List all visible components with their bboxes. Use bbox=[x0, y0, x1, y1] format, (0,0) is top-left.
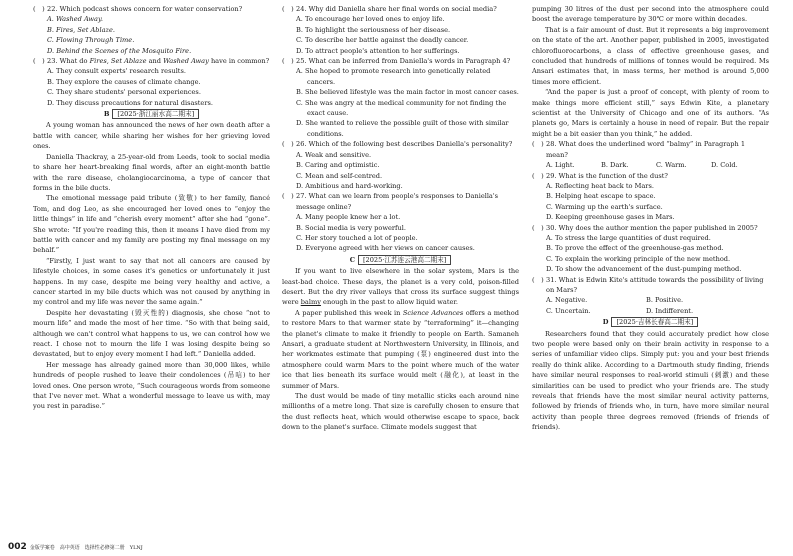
question-28 bbox=[532, 139, 769, 160]
underlined-word: balmy bbox=[300, 298, 321, 307]
section-letter: D bbox=[602, 318, 609, 327]
option-a[interactable]: A. To encourage her loved ones to enjoy life. bbox=[296, 15, 445, 24]
option-b[interactable]: B. Social media is very powerful. bbox=[296, 223, 406, 232]
question-stem: Which podcast shows concern for water conservation? bbox=[59, 5, 243, 13]
option-c[interactable]: C. Flowing Through Time. bbox=[47, 36, 135, 45]
answer-bracket[interactable]: ( ) bbox=[33, 5, 45, 13]
question-stem-part: What do bbox=[59, 57, 90, 66]
column-left bbox=[33, 4, 270, 412]
option-c[interactable]: C. She was angry at the medical community for not finding the exact cause. bbox=[296, 98, 507, 118]
question-number: 27. bbox=[296, 192, 307, 201]
option-row bbox=[532, 160, 769, 170]
passage-paragraph: “And the paper is just a proof of concept, with plenty of room to make things more efficient still,” says Edwin Kite, a planetary scientist at the University of Chicago and one of its authors. “As planets go, Mars is certainly a house in need of repair. But the repair might be a bit easier than you think,” he added. bbox=[532, 88, 769, 138]
answer-bracket[interactable]: ( ) bbox=[532, 275, 544, 284]
option-c[interactable]: C. Mean and self-centred. bbox=[296, 171, 383, 180]
question-stem-part: have in common? bbox=[208, 57, 270, 66]
paragraph-text: A paper published this week in bbox=[295, 308, 403, 317]
question-30 bbox=[532, 223, 769, 233]
option-c[interactable]: C. To explain the working principle of the new method. bbox=[546, 254, 731, 263]
section-c-heading bbox=[282, 255, 519, 265]
question-29 bbox=[532, 171, 769, 181]
option-row bbox=[532, 306, 769, 316]
option-a[interactable]: A. Many people knew her a lot. bbox=[296, 213, 401, 222]
question-stem-italic: Washed Away bbox=[163, 57, 209, 66]
option-b[interactable]: B. To highlight the seriousness of her disease. bbox=[296, 25, 451, 34]
passage-paragraph: Despite her devastating (毁灭性的) diagnosis, she chose “not to mourn life” and made the most of her time. “So with that being said, although we can't control what happens to us, we can control how we react. I chose not to mourn the life I was losing despite being so devastated, but to enjoy every moment I had left.” Daniella added. bbox=[33, 308, 270, 359]
column-right bbox=[532, 4, 769, 433]
option-d[interactable]: D. Everyone agreed with her views on cancer causes. bbox=[296, 244, 475, 253]
passage-paragraph: Researchers found that they could accurately predict how close two people were based only on their brain activity in response to a series of unfamiliar video clips. Simply put: you and your best friends really do think alike. According to a Dartmouth study finding, friends have similar neural responses to real-world stimuli (刺激) and these similarities can be used to predict who your friends are. The study reveals that friends have the most similar neural activity patterns, followed by friends of friends who, in turn, have more similar neural activity than people three degrees removed (friends of friends of friends). bbox=[532, 329, 769, 432]
question-22 bbox=[33, 4, 270, 14]
option-c[interactable]: C. They share students' personal experiences. bbox=[47, 88, 201, 97]
paragraph-text: If you want to live elsewhere in the solar system, Mars is the least-bad choice. These days, the planet is a very cold, poison-filled desert. But the dry river valleys that cross its surface suggest things were bbox=[282, 267, 519, 307]
passage-paragraph: Daniella Thackray, a 25-year-old from Leeds, took to social media to share her heart-breaking final words, after an eight-month battle with the rare disease, cholangiocarcinoma, a type of cancer that forms in the bile ducts. bbox=[33, 152, 270, 192]
passage-paragraph: The emotional message paid tribute (致敬) to her family, fiancé Tom, and dog Leo, as she encouraged her loved ones to “enjoy the little things” in life and “cherish every moment” after she had “gone”. She wrote: “If you're reading this, then it means I have died from my battle with cancer and my family are posting my final message on my behalf.” bbox=[33, 194, 270, 255]
option-a[interactable]: A. Weak and sensitive. bbox=[296, 150, 372, 159]
option-a[interactable]: A. She hoped to promote research into genetically related cancers. bbox=[296, 67, 491, 86]
option-c[interactable]: C. Her story touched a lot of people. bbox=[296, 233, 418, 242]
option-a[interactable]: A. Negative. bbox=[546, 296, 588, 305]
question-number: 31. bbox=[546, 275, 557, 284]
option-b[interactable]: B. Fires, Set Ablaze. bbox=[47, 25, 116, 34]
question-stem: Why does the author mention the paper published in 2005? bbox=[558, 223, 758, 232]
question-stem: What is Edwin Kite's attitude towards the possibility of living on Mars? bbox=[546, 275, 764, 294]
option-b[interactable]: B. She believed lifestyle was the main factor in most cancer cases. bbox=[296, 88, 519, 97]
answer-bracket[interactable]: ( ) bbox=[532, 171, 544, 180]
question-stem: What does the underlined word “balmy” in Paragraph 1 mean? bbox=[546, 140, 746, 159]
option-d[interactable]: D. Ambitious and hard-working. bbox=[296, 181, 403, 190]
question-number: 26. bbox=[296, 140, 307, 149]
question-23 bbox=[33, 56, 270, 66]
answer-bracket[interactable]: ( ) bbox=[282, 5, 294, 13]
passage-paragraph: “Firstly, I just want to say that not all cancers are caused by lifestyle choices, in some cases it's genetics or unfortunately it just happens. In my case, despite me being very healthy and active, a cancer started in my bile ducts which was not caused by anything in my control and my life was never the same again.” bbox=[33, 256, 270, 307]
option-b[interactable]: B. Positive. bbox=[646, 296, 684, 305]
option-d[interactable]: D. Cold. bbox=[711, 161, 738, 170]
passage-paragraph: Her message has already gained more than 30,000 likes, while hundreds of people rushed to leave their condolences (吊唁) to her loved ones. One person wrote, “Such courageous words from someone that I've never met. What a wonderful message to leave us with, may you rest in paradise.” bbox=[33, 360, 270, 411]
option-c[interactable]: C. Uncertain. bbox=[546, 306, 591, 315]
section-d-heading bbox=[532, 317, 769, 327]
passage-paragraph: A young woman has announced the news of her own death after a battle with cancer, while sharing her wishes for her grieving loved ones. bbox=[33, 121, 270, 151]
question-stem: What is the function of the dust? bbox=[558, 171, 668, 180]
answer-bracket[interactable]: ( ) bbox=[532, 223, 544, 232]
option-row bbox=[532, 295, 769, 305]
question-25 bbox=[282, 56, 519, 66]
question-number: 22. bbox=[47, 5, 58, 13]
question-number: 29. bbox=[546, 171, 557, 180]
section-source-box: [2025·江苏连云港高二期末] bbox=[358, 255, 451, 265]
question-number: 25. bbox=[296, 57, 307, 66]
option-b[interactable]: B. Helping heat escape to space. bbox=[546, 192, 656, 201]
option-b[interactable]: B. To prove the effect of the greenhouse-gas method. bbox=[546, 244, 724, 253]
option-d[interactable]: D. To show the advancement of the dust-pumping method. bbox=[546, 265, 742, 274]
passage-paragraph: That is a fair amount of dust. But it represents a big improvement on the state of the art. Another paper, published in 2005, investigated chlorofluorocarbons, a class of effective greenhouse gases, and concluded that hundreds of millions of tonnes would be required. Ms Ansari estimates that, in mass terms, her method is around 5,000 times more efficient. bbox=[532, 25, 769, 86]
option-d[interactable]: D. To attract people's attention to her sufferings. bbox=[296, 46, 460, 55]
option-b[interactable]: B. Dark. bbox=[601, 161, 629, 170]
option-a[interactable]: A. To stress the large quantities of dust required. bbox=[546, 233, 711, 242]
option-c[interactable]: C. Warm. bbox=[656, 161, 687, 170]
answer-bracket[interactable]: ( ) bbox=[282, 57, 294, 66]
option-a[interactable]: A. Washed Away. bbox=[47, 15, 103, 24]
question-24 bbox=[282, 4, 519, 14]
passage-paragraph bbox=[282, 308, 519, 391]
question-number: 30. bbox=[546, 223, 557, 232]
section-b-heading bbox=[33, 109, 270, 119]
question-stem: Why did Daniella share her final words on social media? bbox=[308, 5, 497, 13]
passage-paragraph: The dust would be made of tiny metallic sticks each around nine millionths of a metre long. That size is carefully chosen to ensure that the dust reflects heat, which would otherwise escape to space, back down to the planet's surface. Climate models suggest that bbox=[282, 392, 519, 432]
question-number: 23. bbox=[47, 57, 58, 66]
journal-title: Science Advances bbox=[402, 308, 464, 317]
question-stem: What can we learn from people's responses to Daniella's message online? bbox=[296, 192, 499, 211]
section-source-box: [2025·浙江丽水高二期末] bbox=[112, 109, 199, 119]
option-b[interactable]: B. Caring and optimistic. bbox=[296, 161, 380, 170]
section-source-box: [2025·吉林长春高二期末] bbox=[611, 317, 698, 327]
answer-bracket[interactable]: ( ) bbox=[532, 140, 544, 149]
option-a[interactable]: A. Reflecting heat back to Mars. bbox=[546, 181, 654, 190]
question-27 bbox=[282, 191, 519, 212]
question-stem-part: and bbox=[146, 57, 164, 66]
question-stem: What can be inferred from Daniella's words in Paragraph 4? bbox=[308, 57, 511, 66]
question-26 bbox=[282, 139, 519, 149]
page-footer bbox=[8, 542, 143, 553]
footer-text: 金版学案卷 高中英语 选择性必修第二册 YLNJ bbox=[29, 545, 143, 551]
question-stem: Which of the following best describes Daniella's personality? bbox=[308, 140, 513, 149]
question-stem-italic: Fires, Set Ablaze bbox=[89, 57, 147, 66]
option-a[interactable]: A. They consult experts' research results. bbox=[47, 67, 186, 76]
question-31 bbox=[532, 275, 769, 296]
option-d[interactable]: D. Behind the Scenes of the Mosquito Fire. bbox=[47, 46, 192, 55]
option-d[interactable]: D. Indifferent. bbox=[646, 306, 694, 315]
section-letter: B bbox=[103, 110, 110, 119]
option-b[interactable]: B. They explore the causes of climate change. bbox=[47, 77, 201, 86]
answer-bracket[interactable]: ( ) bbox=[282, 140, 294, 149]
paragraph-text: offers a method to restore Mars to that warmer state by “terraforming” it—changing the planet's climate to make it friendly to people on Earth. Samaneh Ansari, a graduate student at Northwestern University, in Illinois, and her workmates estimate that pumping (泵) engineered dust into the atmosphere could warm Mars to the point where much of the water ice that lies beneath its surface would melt (融化), at least in the summer of Mars. bbox=[282, 308, 519, 390]
question-number: 28. bbox=[546, 140, 557, 149]
option-a[interactable]: A. Light. bbox=[546, 161, 575, 170]
option-c[interactable]: C. To describe her battle against the deadly cancer. bbox=[296, 36, 469, 45]
question-number: 24. bbox=[296, 5, 307, 13]
answer-bracket[interactable]: ( ) bbox=[282, 192, 294, 201]
paragraph-text: enough in the past to allow liquid water. bbox=[320, 298, 458, 307]
option-d[interactable]: D. They discuss precautions for natural disasters. bbox=[47, 98, 213, 107]
answer-bracket[interactable]: ( ) bbox=[33, 57, 45, 66]
passage-paragraph bbox=[282, 266, 519, 308]
option-d[interactable]: D. She wanted to relieve the possible guilt of those with similar conditions. bbox=[296, 119, 509, 138]
page-number: 002 bbox=[8, 542, 27, 552]
option-d[interactable]: D. Keeping greenhouse gases in Mars. bbox=[546, 213, 675, 222]
section-letter: C bbox=[349, 255, 355, 264]
option-c[interactable]: C. Warming up the earth's surface. bbox=[546, 202, 663, 211]
passage-paragraph-continued: pumping 30 litres of the dust per second into the atmosphere could boost the average temperature by 30℃ or more within decades. bbox=[532, 5, 769, 24]
column-middle bbox=[282, 4, 519, 433]
